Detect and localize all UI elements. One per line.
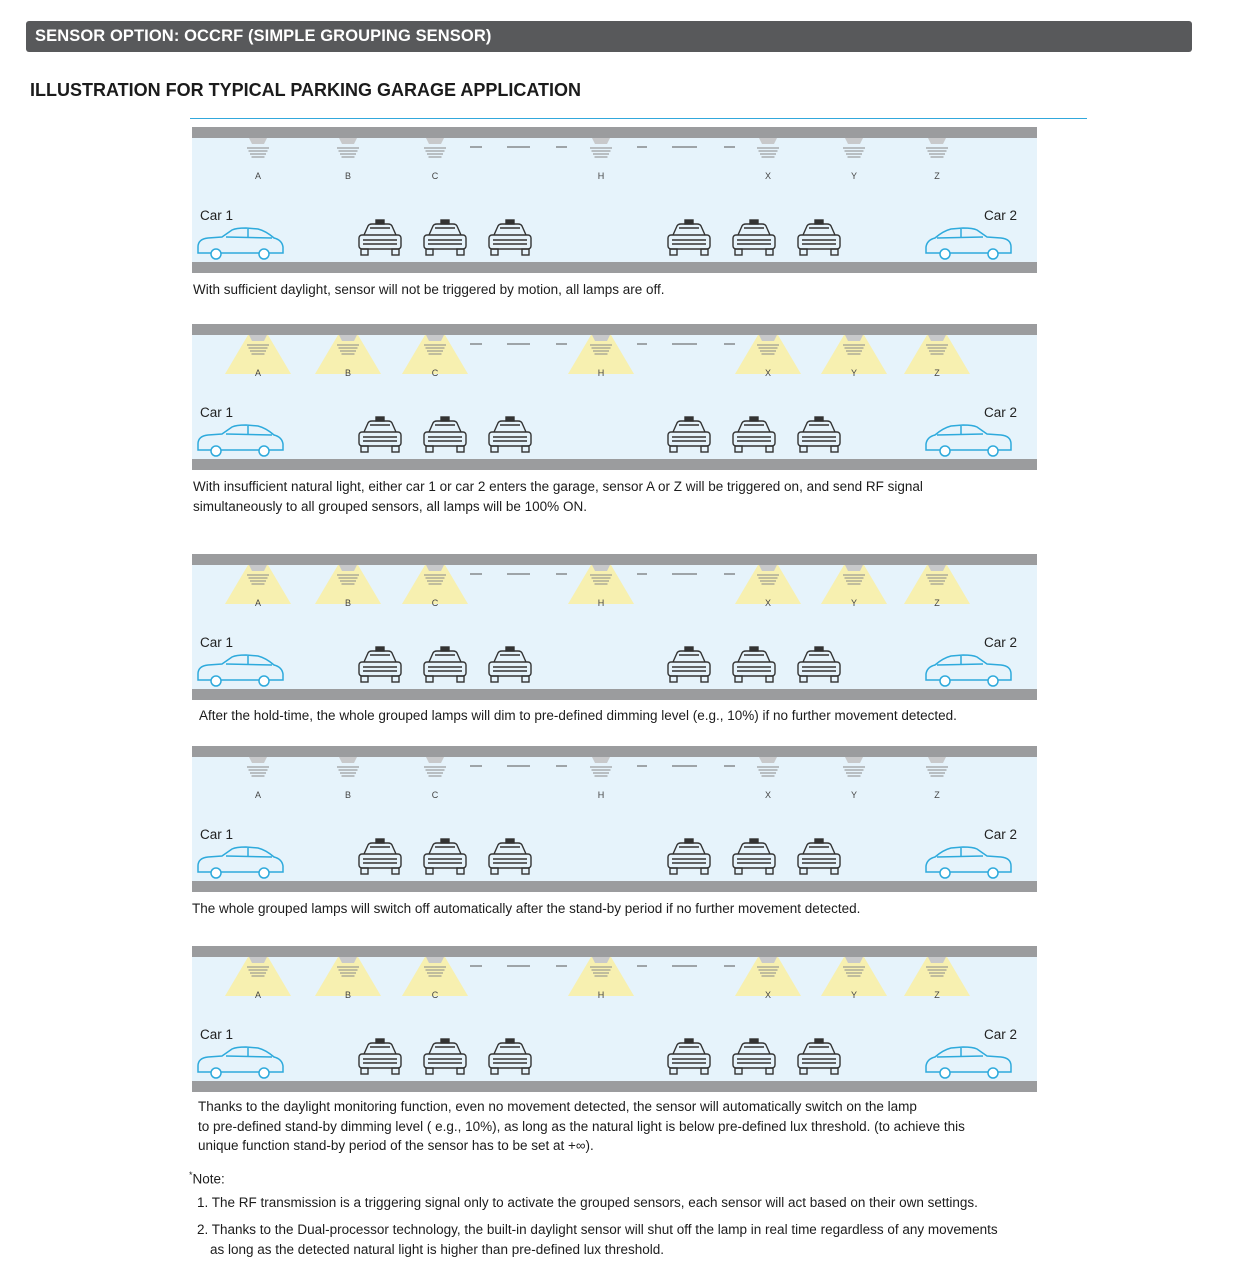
sensor-label: X xyxy=(764,990,772,1000)
caption-line: Thanks to the daylight monitoring function, even no movement detected, the sensor will automatically switch on the lamp xyxy=(198,1099,917,1114)
sensor-label: A xyxy=(254,598,262,608)
note-title: Note: xyxy=(192,1171,225,1187)
sensor-label: B xyxy=(344,598,352,608)
sensor-label: Z xyxy=(934,171,940,181)
sensor-label: C xyxy=(431,368,439,378)
caption-line: With insufficient natural light, either car 1 or car 2 enters the garage, sensor A or Z will be triggered on, and send RF signal xyxy=(193,479,923,494)
scenario-panel-2 xyxy=(192,324,1037,470)
sensor-lamp-icon xyxy=(928,757,946,763)
sensor-label: B xyxy=(344,990,352,1000)
floor-slab xyxy=(192,1081,1037,1092)
scenario-caption-4 xyxy=(192,899,860,919)
sensor-label: Y xyxy=(850,790,858,800)
sensor-label: H xyxy=(597,368,605,378)
caption-line: After the hold-time, the whole grouped lamps will dim to pre-defined dimming level (e.g., 10%) if no further movement detected. xyxy=(199,708,957,723)
sensor-lamp-icon xyxy=(249,335,267,341)
sensor-label: X xyxy=(764,368,772,378)
sensor-label: Z xyxy=(934,990,940,1000)
note-heading xyxy=(189,1170,225,1187)
sensor-label: Z xyxy=(934,368,940,378)
garage-background xyxy=(192,746,1037,892)
sensor-lamp-icon xyxy=(845,957,863,963)
scenario-panel-5 xyxy=(192,946,1037,1092)
garage-illustration xyxy=(192,324,1037,470)
sensor-label: B xyxy=(344,368,352,378)
note-asterisk: * xyxy=(189,1170,193,1180)
sensor-lamp-icon xyxy=(592,138,610,144)
sensor-label: Y xyxy=(850,171,858,181)
car-2-label: Car 2 xyxy=(983,405,1017,420)
ceiling-slab xyxy=(192,746,1037,757)
sensor-lamp-icon xyxy=(426,757,444,763)
sensor-lamp-icon xyxy=(759,757,777,763)
sensor-label: X xyxy=(764,171,772,181)
floor-slab xyxy=(192,881,1037,892)
garage-illustration xyxy=(192,554,1037,700)
sensor-label: H xyxy=(597,171,605,181)
car-1-label: Car 1 xyxy=(200,405,234,420)
scenario-caption-1 xyxy=(193,280,664,300)
sensor-label: Z xyxy=(934,598,940,608)
car-1-label: Car 1 xyxy=(200,635,234,650)
scenario-caption-2 xyxy=(193,477,923,516)
scenario-caption-3 xyxy=(199,706,957,726)
sensor-lamp-icon xyxy=(928,335,946,341)
sensor-lamp-icon xyxy=(426,335,444,341)
sensor-label: X xyxy=(764,598,772,608)
title-divider xyxy=(190,118,1087,119)
sensor-lamp-icon xyxy=(845,565,863,571)
sensor-label: H xyxy=(597,598,605,608)
caption-line: to pre-defined stand-by dimming level ( e.g., 10%), as long as the natural light is below pre-defined lux threshold. (to achieve this xyxy=(198,1118,965,1134)
sensor-lamp-icon xyxy=(759,335,777,341)
note-item-1 xyxy=(197,1193,978,1213)
sensor-lamp-icon xyxy=(426,138,444,144)
note-line: 2. Thanks to the Dual-processor technology, the built-in daylight sensor will shut off the lamp in real time regardless of any movements xyxy=(197,1222,998,1237)
scenario-panel-1 xyxy=(192,127,1037,273)
floor-slab xyxy=(192,459,1037,470)
sensor-lamp-icon xyxy=(339,565,357,571)
sensor-lamp-icon xyxy=(339,335,357,341)
section-header-title: SENSOR OPTION: OCCRF (SIMPLE GROUPING SENSOR) xyxy=(35,27,492,45)
sensor-label: C xyxy=(431,790,439,800)
garage-illustration xyxy=(192,946,1037,1092)
sensor-lamp-icon xyxy=(845,757,863,763)
garage-illustration xyxy=(192,127,1037,273)
caption-line: With sufficient daylight, sensor will not be triggered by motion, all lamps are off. xyxy=(193,282,665,297)
note-line: as long as the detected natural light is higher than pre-defined lux threshold. xyxy=(210,1241,665,1257)
garage-illustration xyxy=(192,746,1037,892)
sensor-lamp-icon xyxy=(845,138,863,144)
sensor-lamp-icon xyxy=(845,335,863,341)
section-header-bar xyxy=(26,21,1192,52)
car-2-label: Car 2 xyxy=(983,827,1017,842)
scenario-caption-5 xyxy=(198,1097,965,1156)
sensor-lamp-icon xyxy=(592,565,610,571)
car-2-label: Car 2 xyxy=(983,1027,1017,1042)
sensor-label: C xyxy=(431,990,439,1000)
caption-line: unique function stand-by period of the sensor has to be set at +∞). xyxy=(198,1138,594,1153)
sensor-lamp-icon xyxy=(928,138,946,144)
sensor-label: Z xyxy=(934,790,940,800)
sensor-label: X xyxy=(764,790,772,800)
car-1-label: Car 1 xyxy=(200,208,234,223)
floor-slab xyxy=(192,262,1037,273)
caption-line: The whole grouped lamps will switch off automatically after the stand-by period if no further movement detected. xyxy=(192,901,861,916)
garage-background xyxy=(192,127,1037,273)
sensor-label: A xyxy=(254,368,262,378)
sensor-lamp-icon xyxy=(426,565,444,571)
scenario-panel-3 xyxy=(192,554,1037,700)
sensor-lamp-icon xyxy=(426,957,444,963)
sensor-lamp-icon xyxy=(339,957,357,963)
sensor-lamp-icon xyxy=(759,565,777,571)
caption-line: simultaneously to all grouped sensors, all lamps will be 100% ON. xyxy=(193,498,587,514)
sensor-lamp-icon xyxy=(592,335,610,341)
ceiling-slab xyxy=(192,324,1037,335)
sensor-lamp-icon xyxy=(592,957,610,963)
sensor-lamp-icon xyxy=(759,957,777,963)
sensor-label: Y xyxy=(850,990,858,1000)
sensor-label: C xyxy=(431,171,439,181)
ceiling-slab xyxy=(192,946,1037,957)
sensor-label: H xyxy=(597,790,605,800)
sensor-label: H xyxy=(597,990,605,1000)
scenario-panel-4 xyxy=(192,746,1037,892)
sensor-lamp-icon xyxy=(928,957,946,963)
ceiling-slab xyxy=(192,554,1037,565)
note-line: 1. The RF transmission is a triggering signal only to activate the grouped sensors, each sensor will act based on their own settings. xyxy=(197,1195,978,1210)
sensor-lamp-icon xyxy=(249,565,267,571)
sensor-label: Y xyxy=(850,368,858,378)
car-1-label: Car 1 xyxy=(200,1027,234,1042)
sensor-label: C xyxy=(431,598,439,608)
sensor-lamp-icon xyxy=(592,757,610,763)
ceiling-slab xyxy=(192,127,1037,138)
sensor-lamp-icon xyxy=(249,757,267,763)
floor-slab xyxy=(192,689,1037,700)
sensor-lamp-icon xyxy=(928,565,946,571)
sensor-lamp-icon xyxy=(759,138,777,144)
car-2-label: Car 2 xyxy=(983,208,1017,223)
sensor-label: A xyxy=(254,171,262,181)
sensor-label: B xyxy=(344,171,352,181)
sensor-lamp-icon xyxy=(339,138,357,144)
sensor-label: Y xyxy=(850,598,858,608)
sensor-lamp-icon xyxy=(339,757,357,763)
car-2-label: Car 2 xyxy=(983,635,1017,650)
sensor-label: A xyxy=(254,990,262,1000)
sensor-lamp-icon xyxy=(249,138,267,144)
sensor-lamp-icon xyxy=(249,957,267,963)
car-1-label: Car 1 xyxy=(200,827,234,842)
sensor-label: B xyxy=(344,790,352,800)
illustration-title: ILLUSTRATION FOR TYPICAL PARKING GARAGE APPLICATION xyxy=(30,80,581,100)
sensor-label: A xyxy=(254,790,262,800)
note-item-2 xyxy=(197,1220,998,1259)
